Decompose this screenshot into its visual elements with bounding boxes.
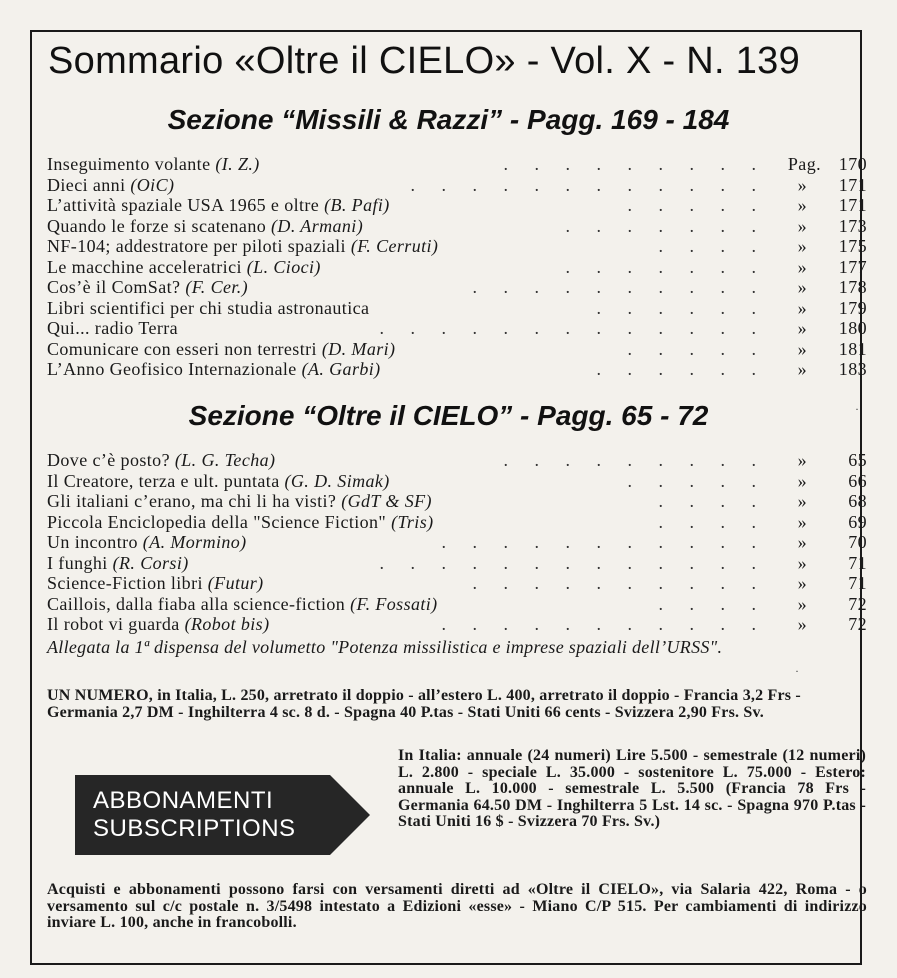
entry-author: (A. Mormino) xyxy=(142,532,247,552)
section-heading-missili: Sezione “Missili & Razzi” - Pagg. 169 - 184 xyxy=(167,104,730,135)
entry-title-text: Dieci anni xyxy=(47,174,126,195)
page-number: 183 xyxy=(838,359,867,379)
toc-row xyxy=(47,471,867,492)
entry-title-text: Cos’è il ComSat? xyxy=(47,277,181,297)
page-number: 171 xyxy=(838,174,867,195)
entry-title-text: Qui... radio Terra xyxy=(47,318,179,338)
page-prefix: » xyxy=(797,532,807,552)
dot-leader: . . . . . . xyxy=(596,297,767,318)
page-number: 71 xyxy=(848,552,867,573)
toc-entry-title xyxy=(47,236,438,257)
entry-title-text: Il robot vi guarda xyxy=(47,614,180,634)
toc-row xyxy=(47,339,867,360)
page-number: 68 xyxy=(848,491,867,511)
entry-title-text: Libri scientifici per chi studia astronautica xyxy=(47,297,370,318)
page-prefix: » xyxy=(797,359,807,379)
entry-title-text: Dove c’è posto? xyxy=(47,450,170,470)
page-number: 72 xyxy=(848,593,867,614)
entry-author: (I. Z.) xyxy=(215,154,260,174)
page-number: 181 xyxy=(838,338,867,359)
page-number: 66 xyxy=(848,470,867,491)
page-prefix: » xyxy=(797,491,807,511)
dot-leader: . . . . xyxy=(658,593,767,614)
page-prefix: » xyxy=(797,256,807,277)
entry-title-text: Caillois, dalla fiaba alla science-fiction xyxy=(47,593,346,614)
toc-entry-title xyxy=(47,298,369,319)
dot-leader: . . . . . . . . . . . . xyxy=(410,174,767,195)
toc-row xyxy=(47,450,867,471)
page-prefix: » xyxy=(797,318,807,338)
print-speck: · xyxy=(855,402,859,416)
entry-title-text: Science-Fiction libri xyxy=(47,573,203,593)
page-prefix: » xyxy=(797,470,807,491)
entry-title-text: NF-104; addestratore per piloti spaziali xyxy=(47,236,346,256)
toc-row xyxy=(47,512,867,533)
page-number: 71 xyxy=(848,573,867,593)
dot-leader: . . . . . . . xyxy=(565,256,767,277)
toc-row xyxy=(47,298,867,319)
entry-title-text: Piccola Enciclopedia della "Science Fiction" xyxy=(47,511,387,532)
toc-row xyxy=(47,532,867,553)
entry-author: (OiC) xyxy=(130,174,175,195)
page-prefix: » xyxy=(797,195,807,215)
dot-leader: . . . . . . xyxy=(596,359,767,379)
toc-entry-title xyxy=(47,195,390,216)
entry-author: (F. Cerruti) xyxy=(350,236,439,256)
entry-author: (L. G. Techa) xyxy=(174,450,276,470)
toc-row xyxy=(47,573,867,594)
dot-leader: . . . . . . . . . . . . . xyxy=(379,318,767,338)
page-prefix: » xyxy=(797,593,807,614)
toc-entry-title xyxy=(47,512,434,533)
entry-author: (L. Cioci) xyxy=(246,256,321,277)
entry-author: (Futur) xyxy=(207,573,264,593)
dot-leader: . . . . . . . . . . . xyxy=(441,532,767,552)
dot-leader: . . . . . xyxy=(627,195,767,215)
page-number: 179 xyxy=(838,297,867,318)
toc-oltre xyxy=(47,450,867,635)
purchase-info: Acquisti e abbonamenti possono farsi con versamenti diretti ad «Oltre il CIELO», via Salaria 422, Roma - o versamento sul c/c postale n. 3/5498 intestato a Edizioni «esse» - Miano C/P 515. Per cambiamenti di indirizzo inviare L. 100, anche in francobolli. xyxy=(47,881,867,931)
page-number: 178 xyxy=(838,277,867,297)
toc-entry-title xyxy=(47,277,248,298)
page-prefix: » xyxy=(797,573,807,593)
toc-row xyxy=(47,154,867,175)
page-prefix: » xyxy=(797,450,807,470)
page-number: 177 xyxy=(838,256,867,277)
page-number: 70 xyxy=(848,532,867,552)
toc-row xyxy=(47,614,867,635)
toc-entry-title xyxy=(47,573,264,594)
entry-title-text: Quando le forze si scatenano xyxy=(47,215,267,236)
toc-entry-title xyxy=(47,154,260,175)
toc-row xyxy=(47,553,867,574)
entry-title-text: L’attività spaziale USA 1965 e oltre xyxy=(47,195,320,215)
page-prefix: » xyxy=(797,215,807,236)
toc-entry-title xyxy=(47,175,174,196)
entry-author: (D. Mari) xyxy=(321,338,396,359)
banner-text xyxy=(93,787,296,843)
page-title: Sommario «Oltre il CIELO» - Vol. X - N. 139 xyxy=(48,40,801,82)
dot-leader: . . . . . . . xyxy=(565,215,767,236)
entry-author: (D. Armani) xyxy=(271,215,364,236)
toc-row xyxy=(47,359,867,380)
entry-title-text: Le macchine acceleratrici xyxy=(47,256,242,277)
single-issue-prices: UN NUMERO, in Italia, L. 250, arretrato il doppio - all’estero L. 400, arretrato il doppio - Francia 3,2 Frs - Germania 2,7 DM - Inghilterra 4 sc. 8 d. - Spagna 40 P.tas - Stati Uniti 66 cents - Svizzera 2,90 Frs. Sv. xyxy=(47,687,801,721)
toc-missili xyxy=(47,154,867,380)
page-prefix: » xyxy=(797,614,807,634)
page-prefix: » xyxy=(797,277,807,297)
dot-leader: . . . . xyxy=(658,236,767,256)
dot-leader: . . . . . . . . . . . . . xyxy=(379,552,767,573)
page-number: 171 xyxy=(838,195,867,215)
page-number: 170 xyxy=(838,154,867,174)
subscriptions-banner xyxy=(75,775,370,855)
entry-author: (F. Cer.) xyxy=(185,277,249,297)
toc-row xyxy=(47,175,867,196)
page-prefix: » xyxy=(797,552,807,573)
page-prefix: » xyxy=(797,338,807,359)
toc-entry-title xyxy=(47,491,432,512)
page-number: 65 xyxy=(848,450,867,470)
page-prefix: » xyxy=(797,297,807,318)
page-prefix: Pag. xyxy=(787,154,821,174)
toc-entry-title xyxy=(47,257,321,278)
entry-title-text: Comunicare con esseri non terrestri xyxy=(47,338,317,359)
toc-entry-title xyxy=(47,614,269,635)
entry-author: (B. Pafi) xyxy=(324,195,390,215)
toc-row xyxy=(47,257,867,278)
toc-row xyxy=(47,277,867,298)
toc-entry-title xyxy=(47,450,275,471)
toc-entry-title xyxy=(47,359,381,380)
toc-row xyxy=(47,195,867,216)
allegata-note: Allegata la 1ª dispensa del volumetto "Potenza missilistica e imprese spaziali dell’URSS". xyxy=(47,637,723,657)
entry-title-text: I funghi xyxy=(47,552,108,573)
toc-entry-title xyxy=(47,594,438,615)
banner-line-subscriptions: SUBSCRIPTIONS xyxy=(93,815,296,842)
toc-entry-title xyxy=(47,339,395,360)
dot-leader: . . . . . . . . . . . xyxy=(441,614,767,634)
toc-row xyxy=(47,594,867,615)
subscription-rates: In Italia: annuale (24 numeri) Lire 5.500 - semestrale (12 numeri) L. 2.800 - speciale L. 35.000 - sostenitore L. 75.000 - Estero: annuale L. 10.000 - semestrale L. 5.500 (Francia 78 Frs - Germania 64.50 DM - Inghilterra 5 Lst. 14 sc. - Spagna 970 P.tas - Stati Uniti 16 $ - Svizzera 70 Frs. Sv.) xyxy=(398,747,866,830)
dot-leader: . . . . xyxy=(658,511,767,532)
dot-leader: . . . . . xyxy=(627,338,767,359)
dot-leader: . . . . xyxy=(658,491,767,511)
entry-author: (Tris) xyxy=(391,511,434,532)
toc-row xyxy=(47,318,867,339)
entry-author: (Robot bis) xyxy=(184,614,270,634)
section-heading-oltre: Sezione “Oltre il CIELO” - Pagg. 65 - 72 xyxy=(188,400,709,431)
entry-author: (GdT & SF) xyxy=(341,491,432,511)
entry-title-text: Un incontro xyxy=(47,532,138,552)
toc-entry-title xyxy=(47,553,189,574)
toc-row xyxy=(47,236,867,257)
toc-entry-title xyxy=(47,471,390,492)
print-speck: · xyxy=(795,664,799,678)
dot-leader: . . . . . . . . . xyxy=(503,450,767,470)
entry-title-text: L’Anno Geofisico Internazionale xyxy=(47,359,297,379)
page-number: 72 xyxy=(848,614,867,634)
page-number: 69 xyxy=(848,511,867,532)
entry-title-text: Gli italiani c’erano, ma chi li ha visti? xyxy=(47,491,337,511)
dot-leader: . . . . . . . . . . xyxy=(472,277,767,297)
toc-entry-title xyxy=(47,216,363,237)
toc-row xyxy=(47,216,867,237)
entry-author: (R. Corsi) xyxy=(112,552,189,573)
toc-row xyxy=(47,491,867,512)
dot-leader: . . . . . . . . . . xyxy=(472,573,767,593)
entry-author: (F. Fossati) xyxy=(350,593,438,614)
page-number: 175 xyxy=(838,236,867,256)
toc-entry-title xyxy=(47,532,247,553)
page-prefix: » xyxy=(797,174,807,195)
page-number: 180 xyxy=(838,318,867,338)
banner-line-abbonamenti: ABBONAMENTI xyxy=(93,787,274,814)
dot-leader: . . . . . xyxy=(627,470,767,491)
dot-leader: . . . . . . . . . xyxy=(503,154,767,174)
entry-title-text: Inseguimento volante xyxy=(47,154,211,174)
entry-author: (G. D. Simak) xyxy=(284,470,390,491)
entry-author: (A. Garbi) xyxy=(301,359,381,379)
page-prefix: » xyxy=(797,236,807,256)
toc-entry-title xyxy=(47,318,178,339)
page-prefix: » xyxy=(797,511,807,532)
entry-title-text: Il Creatore, terza e ult. puntata xyxy=(47,470,280,491)
page-number: 173 xyxy=(838,215,867,236)
